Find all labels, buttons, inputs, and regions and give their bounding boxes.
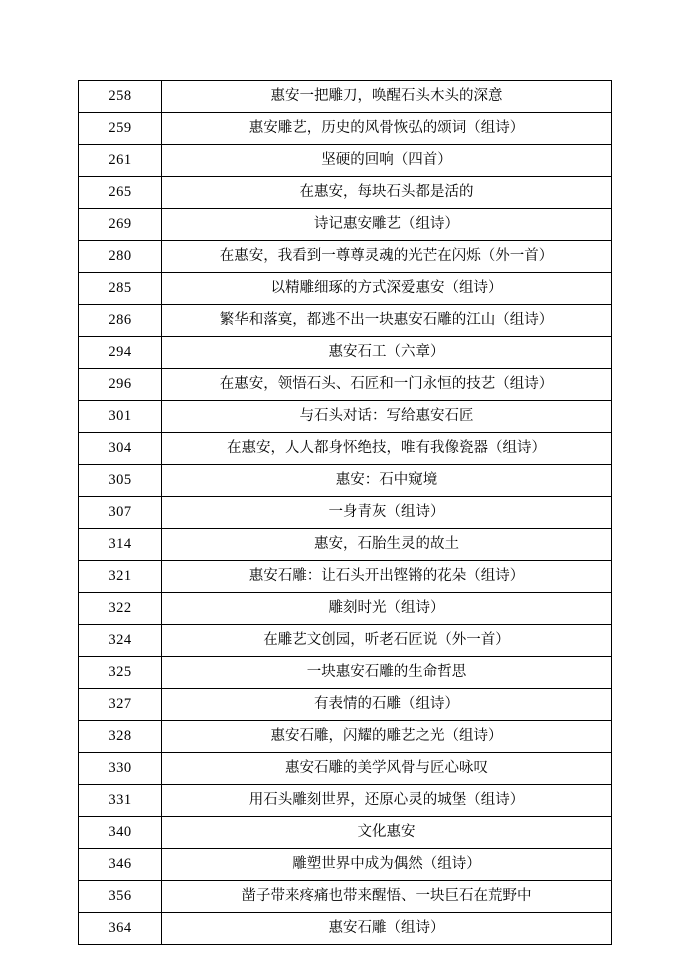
page-number-cell: 356 — [79, 881, 162, 913]
table-row — [79, 753, 612, 785]
page-number-cell: 305 — [79, 465, 162, 497]
entry-title-cell: 与石头对话：写给惠安石匠 — [162, 401, 612, 433]
table-row — [79, 465, 612, 497]
table-row — [79, 657, 612, 689]
entry-title-cell: 惠安一把雕刀，唤醒石头木头的深意 — [162, 81, 612, 113]
entry-title-cell: 惠安雕艺，历史的风骨恢弘的颂词（组诗） — [162, 113, 612, 145]
table-row — [79, 209, 612, 241]
entry-title-cell: 惠安石雕（组诗） — [162, 913, 612, 945]
entry-title-cell: 在惠安，每块石头都是活的 — [162, 177, 612, 209]
table-row — [79, 721, 612, 753]
entry-title-cell: 有表情的石雕（组诗） — [162, 689, 612, 721]
table-body — [79, 81, 612, 945]
page-number-cell: 304 — [79, 433, 162, 465]
page-number-cell: 314 — [79, 529, 162, 561]
entry-title-cell: 繁华和落寞，都逃不出一块惠安石雕的江山（组诗） — [162, 305, 612, 337]
entry-title-cell: 惠安石雕：让石头开出铿锵的花朵（组诗） — [162, 561, 612, 593]
table-row — [79, 913, 612, 945]
table-row — [79, 337, 612, 369]
page-number-cell: 324 — [79, 625, 162, 657]
table-row — [79, 273, 612, 305]
table-row — [79, 593, 612, 625]
table-row — [79, 817, 612, 849]
table-row — [79, 881, 612, 913]
table-row — [79, 113, 612, 145]
page-number-cell: 328 — [79, 721, 162, 753]
page-number-cell: 330 — [79, 753, 162, 785]
page-number-cell: 285 — [79, 273, 162, 305]
page-number-cell: 286 — [79, 305, 162, 337]
entry-title-cell: 以精雕细琢的方式深爱惠安（组诗） — [162, 273, 612, 305]
entry-title-cell: 惠安，石胎生灵的故土 — [162, 529, 612, 561]
entry-title-cell: 凿子带来疼痛也带来醒悟、一块巨石在荒野中 — [162, 881, 612, 913]
page-number-cell: 307 — [79, 497, 162, 529]
table-row — [79, 625, 612, 657]
table-row — [79, 561, 612, 593]
page-number-cell: 265 — [79, 177, 162, 209]
entry-title-cell: 雕塑世界中成为偶然（组诗） — [162, 849, 612, 881]
page-number-cell: 301 — [79, 401, 162, 433]
table-row — [79, 785, 612, 817]
table-row — [79, 529, 612, 561]
page-number-cell: 364 — [79, 913, 162, 945]
table-row — [79, 689, 612, 721]
entry-title-cell: 惠安石雕，闪耀的雕艺之光（组诗） — [162, 721, 612, 753]
table-of-contents — [78, 80, 612, 945]
page-number-cell: 296 — [79, 369, 162, 401]
entry-title-cell: 在惠安，我看到一尊尊灵魂的光芒在闪烁（外一首） — [162, 241, 612, 273]
page-number-cell: 327 — [79, 689, 162, 721]
entry-title-cell: 惠安石雕的美学风骨与匠心咏叹 — [162, 753, 612, 785]
page-number-cell: 261 — [79, 145, 162, 177]
page-number-cell: 331 — [79, 785, 162, 817]
table-row — [79, 401, 612, 433]
table-row — [79, 369, 612, 401]
page-number-cell: 258 — [79, 81, 162, 113]
entry-title-cell: 在惠安，领悟石头、石匠和一门永恒的技艺（组诗） — [162, 369, 612, 401]
page-number-cell: 322 — [79, 593, 162, 625]
page-number-cell: 346 — [79, 849, 162, 881]
entry-title-cell: 雕刻时光（组诗） — [162, 593, 612, 625]
page-number-cell: 321 — [79, 561, 162, 593]
page-number-cell: 259 — [79, 113, 162, 145]
page-number-cell: 269 — [79, 209, 162, 241]
table-row — [79, 241, 612, 273]
table-row — [79, 849, 612, 881]
page-number-cell: 280 — [79, 241, 162, 273]
entry-title-cell: 在惠安，人人都身怀绝技，唯有我像瓷器（组诗） — [162, 433, 612, 465]
table-row — [79, 145, 612, 177]
table-row — [79, 81, 612, 113]
table-row — [79, 177, 612, 209]
page-number-cell: 340 — [79, 817, 162, 849]
table-row — [79, 497, 612, 529]
entry-title-cell: 用石头雕刻世界，还原心灵的城堡（组诗） — [162, 785, 612, 817]
entry-title-cell: 在雕艺文创园，听老石匠说（外一首） — [162, 625, 612, 657]
entry-title-cell: 文化惠安 — [162, 817, 612, 849]
entry-title-cell: 坚硬的回响（四首） — [162, 145, 612, 177]
entry-title-cell: 诗记惠安雕艺（组诗） — [162, 209, 612, 241]
page-number-cell: 294 — [79, 337, 162, 369]
entry-title-cell: 惠安石工（六章） — [162, 337, 612, 369]
page-number-cell: 325 — [79, 657, 162, 689]
entry-title-cell: 一块惠安石雕的生命哲思 — [162, 657, 612, 689]
entry-title-cell: 一身青灰（组诗） — [162, 497, 612, 529]
table-row — [79, 305, 612, 337]
table-row — [79, 433, 612, 465]
entry-title-cell: 惠安：石中窥境 — [162, 465, 612, 497]
